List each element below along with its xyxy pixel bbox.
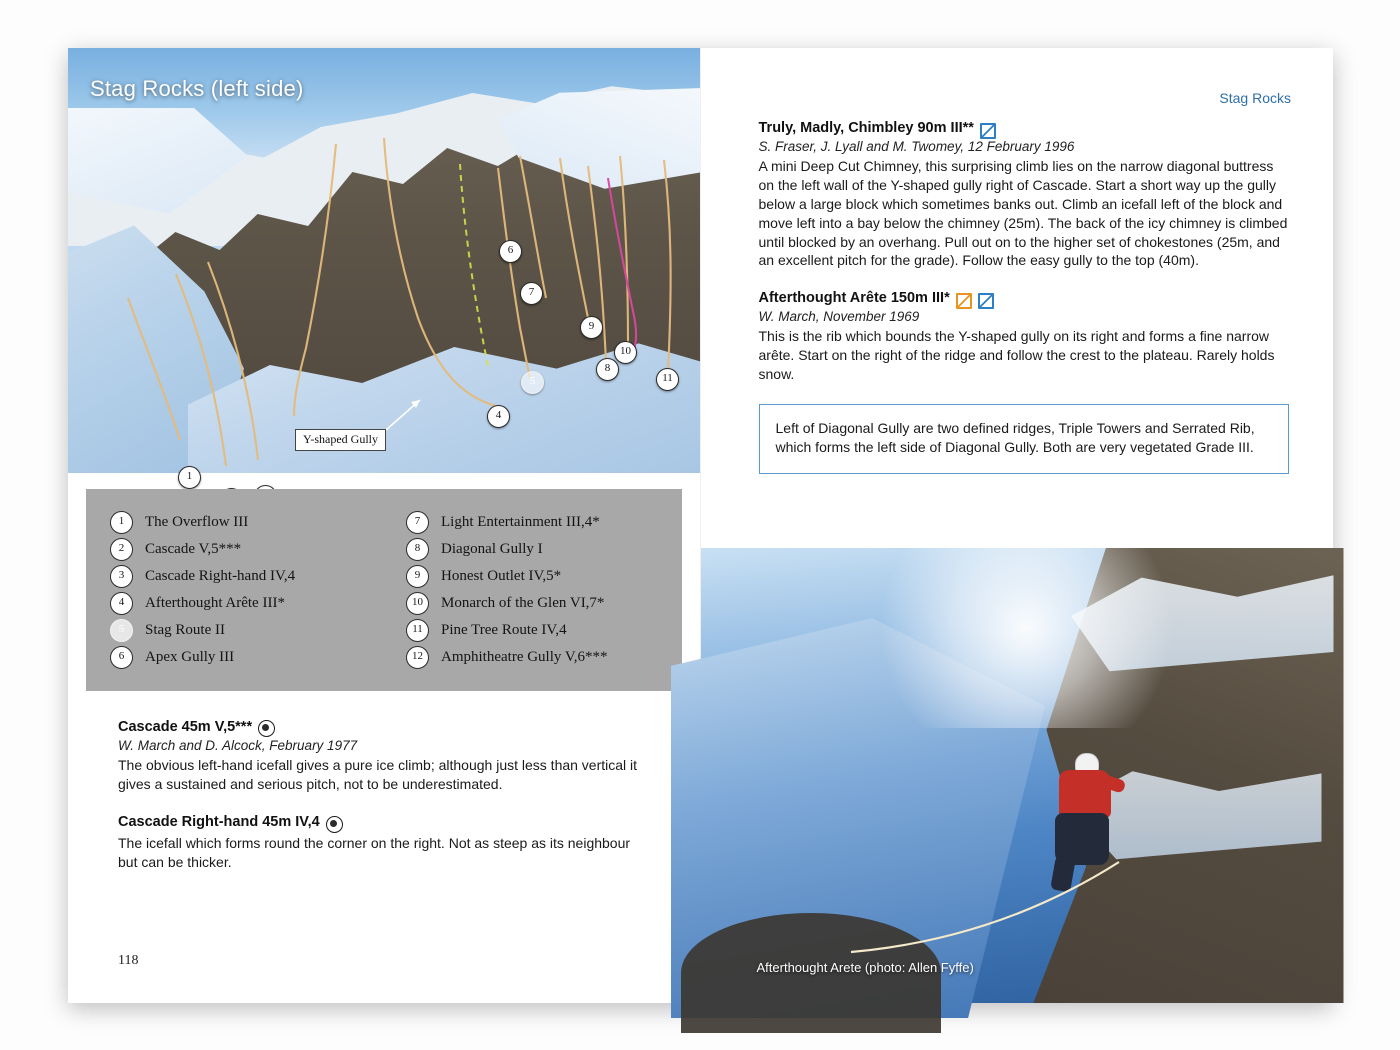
topo-title: Stag Rocks (left side): [90, 76, 304, 101]
key-label: Pine Tree Route IV,4: [441, 622, 567, 638]
first-ascent-line: S. Fraser, J. Lyall and M. Twomey, 12 February 1996: [758, 139, 1075, 154]
key-label: Amphitheatre Gully V,6***: [441, 649, 608, 665]
key-label: The Overflow III: [145, 514, 249, 530]
key-label: Light Entertainment III,4*: [441, 514, 600, 530]
first-ascent-line: W. March and D. Alcock, February 1977: [118, 738, 358, 753]
key-number: 9: [406, 565, 429, 588]
topo-marker-8[interactable]: 8: [596, 358, 619, 381]
key-number: 7: [406, 511, 429, 534]
key-label: Cascade V,5***: [145, 541, 242, 557]
topo-marker-11[interactable]: 11: [656, 368, 679, 391]
list-item[interactable]: [406, 644, 664, 671]
route-heading: [118, 814, 653, 831]
blue-square-icon: [980, 123, 996, 139]
key-number: 8: [406, 538, 429, 561]
route-title: Cascade 45m V,5***: [118, 718, 253, 735]
orange-square-icon: [956, 293, 972, 309]
page-number: 118: [118, 953, 139, 968]
key-number: 10: [406, 592, 429, 615]
action-photo: [701, 548, 1334, 1003]
list-item[interactable]: [110, 590, 368, 617]
route-key-box: [86, 489, 682, 691]
right-page: [700, 48, 1334, 1003]
key-number: 1: [110, 511, 133, 534]
key-label: Cascade Right-hand IV,4: [145, 568, 296, 584]
topo-marker-4[interactable]: 4: [487, 405, 510, 428]
key-number: 4: [110, 592, 133, 615]
list-item[interactable]: [406, 509, 664, 536]
key-number: 3: [110, 565, 133, 588]
key-number: 11: [406, 619, 429, 642]
blue-square-icon: [978, 293, 994, 309]
route-description: The icefall which forms round the corner on the right. Not as steep as its neighbour but can be thicker.: [118, 834, 631, 870]
route-description: A mini Deep Cut Chimney, this surprising climb lies on the narrow diagonal buttress on the left wall of the Y-shaped gully right of Cascade. Start a short way up the gully below a large block which sometimes banks out. Climb an icefall left of the block and move left into a bay below the chimney (25m). The back of the icy chimney is climbed until blocked by an overhang. Pull out on to the higher set of chokestones (25m, and an excellent pitch for the grade). Follow the easy gully to the top (40m).: [758, 158, 1288, 269]
key-label: Honest Outlet IV,5*: [441, 568, 562, 584]
list-item[interactable]: [110, 617, 368, 644]
list-item[interactable]: [110, 509, 368, 536]
key-label: Apex Gully III: [145, 649, 235, 665]
first-ascent-line: W. March, November 1969: [758, 309, 920, 325]
y-shaped-gully-label: Y-shaped Gully: [295, 429, 386, 451]
photo-caption: Afterthought Arete (photo: Allen Fyffe): [756, 960, 974, 975]
key-label: Afterthought Arête III*: [145, 595, 285, 611]
running-head: Stag Rocks: [1219, 90, 1291, 106]
key-number: 5: [110, 619, 133, 642]
route-title: Afterthought Arête 150m III*: [758, 290, 950, 307]
winter-grade-circle-icon: [326, 816, 343, 833]
route-heading: [759, 120, 1289, 136]
topo-marker-1[interactable]: 1: [178, 466, 201, 489]
topo-marker-7[interactable]: 7: [520, 282, 543, 305]
route-key-column-left: [110, 509, 368, 671]
list-item[interactable]: [406, 536, 664, 563]
list-item[interactable]: [110, 644, 368, 671]
key-number: 2: [110, 538, 133, 561]
topo-marker-10[interactable]: 10: [614, 341, 637, 364]
climbing-rope: [851, 848, 1211, 968]
key-label: Monarch of the Glen VI,7*: [441, 595, 605, 611]
route-title: Cascade Right-hand 45m IV,4: [118, 814, 320, 831]
info-note-box: Left of Diagonal Gully are two defined ridges, Triple Towers and Serrated Rib, which forms the left side of Diagonal Gully. Both are very vegetated Grade III.: [759, 404, 1289, 474]
topo-marker-6[interactable]: 6: [499, 240, 522, 263]
key-label: Stag Route II: [145, 622, 225, 638]
route-key-column-right: [406, 509, 664, 671]
key-number: 12: [406, 646, 429, 669]
route-line-overlay: [68, 48, 700, 471]
left-route-descriptions: [118, 718, 653, 892]
list-item[interactable]: [406, 563, 664, 590]
winter-grade-circle-icon: [258, 720, 275, 737]
list-item[interactable]: [110, 563, 368, 590]
route-title: Truly, Madly, Chimbley 90m III**: [758, 120, 974, 136]
route-heading: [118, 718, 653, 735]
route-description: The obvious left-hand icefall gives a pure ice climb; although just less than vertical it gives a sustained and serious pitch, not to be underestimated.: [118, 757, 638, 792]
route-description: This is the rib which bounds the Y-shaped gully on its right and forms a fine narrow arête. Start on the right of the ridge and follow the crest to the plateau. Rarely holds snow.: [758, 328, 1275, 383]
key-number: 6: [110, 646, 133, 669]
list-item[interactable]: [110, 536, 368, 563]
topo-photo: [68, 48, 700, 482]
list-item[interactable]: [406, 590, 664, 617]
list-item[interactable]: [406, 617, 664, 644]
topo-marker-5[interactable]: 5: [521, 371, 544, 394]
book-spread: [68, 48, 1333, 1003]
key-label: Diagonal Gully I: [441, 541, 543, 557]
route-heading: [759, 290, 1289, 306]
sun-glare: [881, 478, 1171, 728]
right-route-descriptions: [759, 120, 1289, 474]
topo-marker-9[interactable]: 9: [580, 316, 603, 339]
left-page: [68, 48, 700, 1003]
